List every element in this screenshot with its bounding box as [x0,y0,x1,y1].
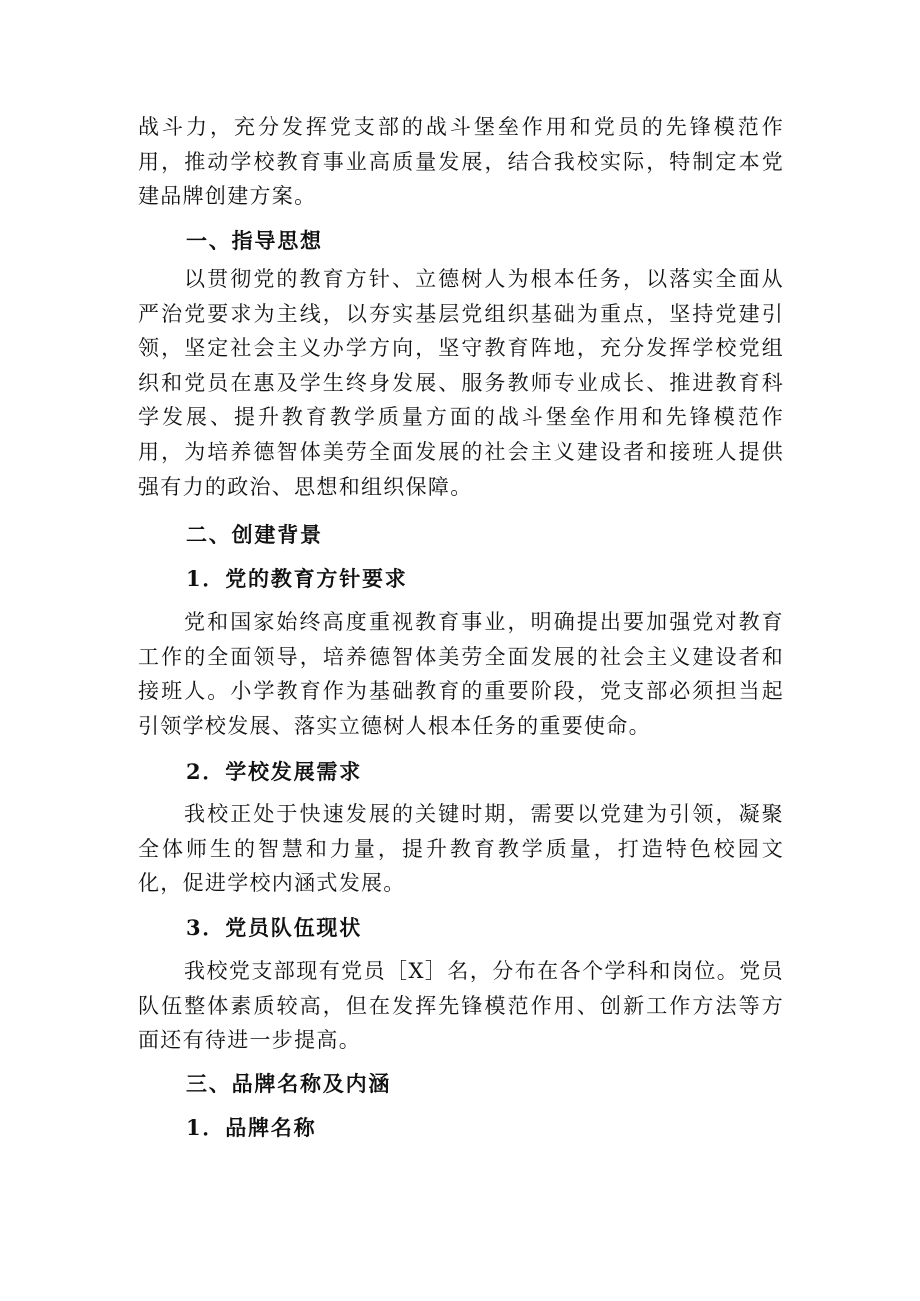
subheading-party-members: 3．党员队伍现状 [186,915,363,940]
party-members-paragraph: 我校党支部现有党员［X］名，分布在各个学科和岗位。党员队伍整体素质较高，但在发挥先锋模范作用、创新工作方法等方面还有待进一步提高。 [138,959,784,1053]
school-development-paragraph: 我校正处于快速发展的关键时期，需要以党建为引领，凝聚全体师生的智慧和力量，提升教育教学质量，打造特色校园文化，促进学校内涵式发展。 [138,802,784,896]
section-heading-background: 二、创建背景 [186,522,323,547]
subheading-school-development: 2．学校发展需求 [186,759,363,784]
intro-paragraph: 战斗力，充分发挥党支部的战斗堡垒作用和党员的先锋模范作用，推动学校教育事业高质量发展，结合我校实际，特制定本党建品牌创建方案。 [138,115,784,209]
education-policy-paragraph: 党和国家始终高度重视教育事业，明确提出要加强党对教育工作的全面领导，培养德智体美劳全面发展的社会主义建设者和接班人。小学教育作为基础教育的重要阶段，党支部必须担当起引领学校发展、落实立德树人根本任务的重要使命。 [138,610,784,738]
subheading-education-policy: 1．党的教育方针要求 [186,566,408,591]
section-heading-guiding-ideology: 一、指导思想 [186,228,323,253]
subheading-brand-name: 1．品牌名称 [186,1115,317,1140]
guiding-ideology-paragraph: 以贯彻党的教育方针、立德树人为根本任务，以落实全面从严治党要求为主线，以夯实基层党组织基础为重点，坚持党建引领，坚定社会主义办学方向，坚守教育阵地，充分发挥学校党组织和党员在惠及学生终身发展、服务教师专业成长、推进教育科学发展、提升教育教学质量方面的战斗堡垒作用和先锋模范作用，为培养德智体美劳全面发展的社会主义建设者和接班人提供强有力的政治、思想和组织保障。 [138,267,784,499]
section-heading-brand: 三、品牌名称及内涵 [186,1071,392,1096]
